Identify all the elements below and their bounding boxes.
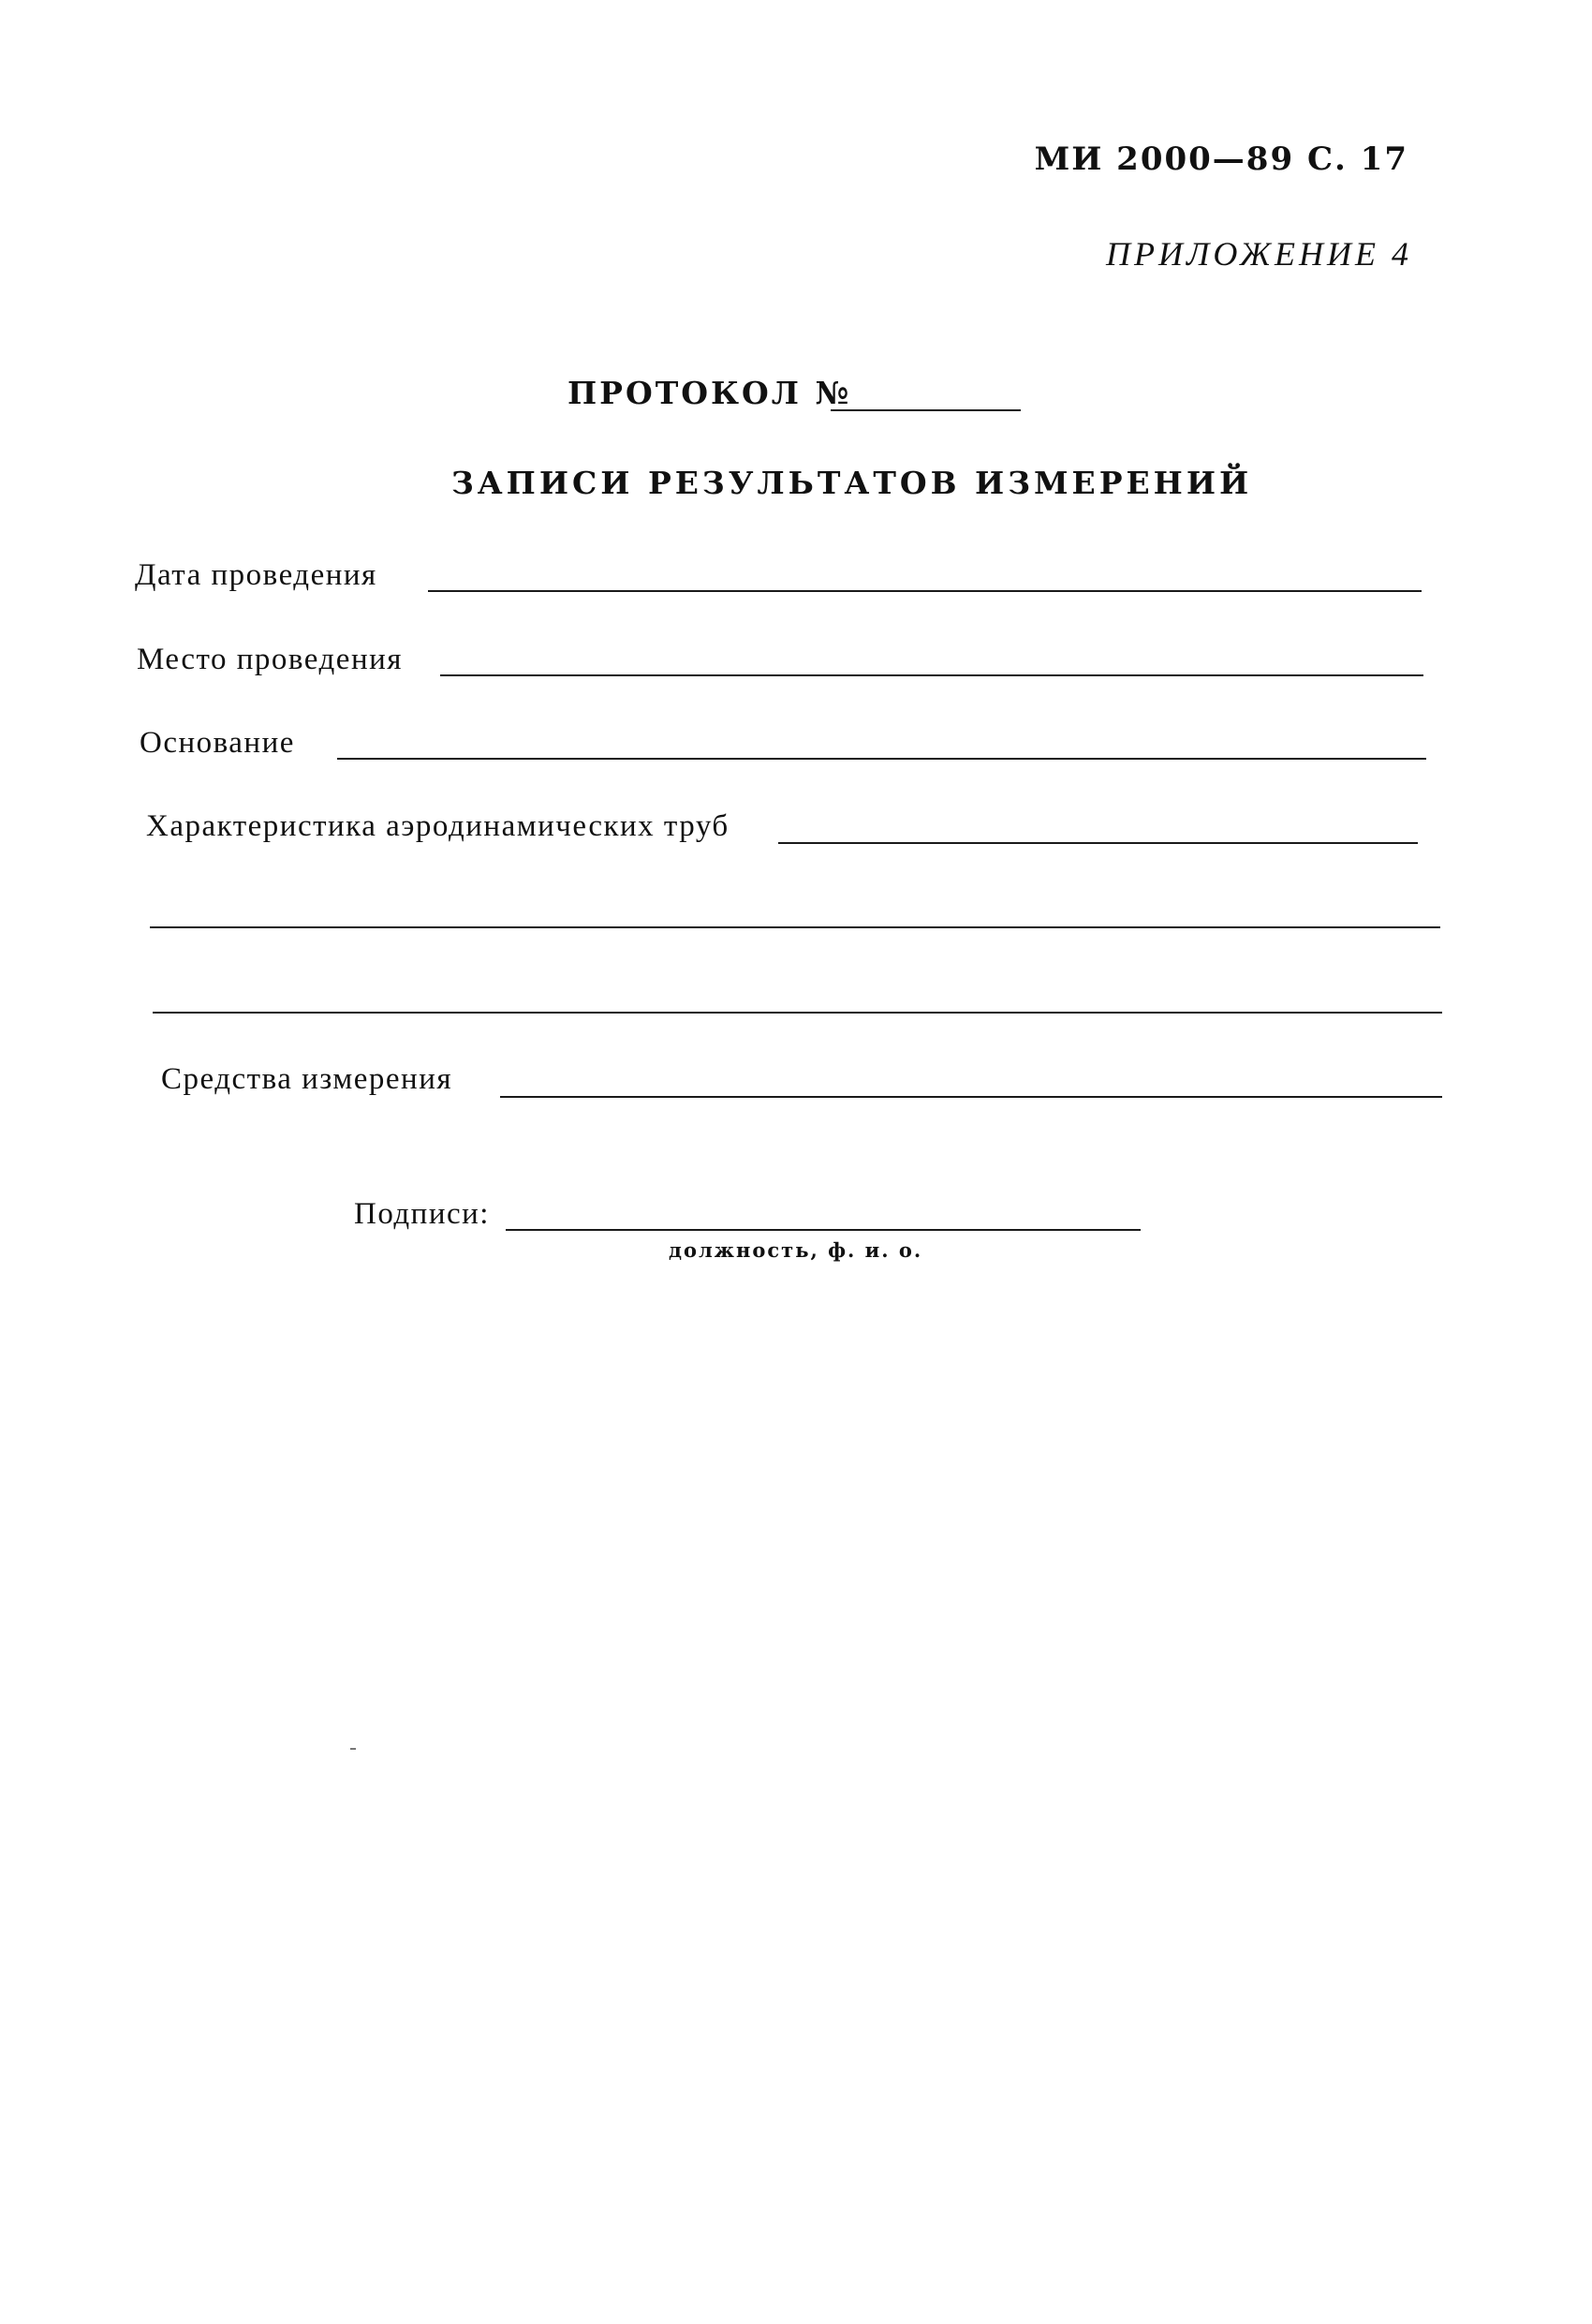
basis-line[interactable]: [337, 758, 1426, 760]
instruments-label: Средства измерения: [161, 1062, 453, 1096]
page-header: МИ 2000—89 С. 17: [1034, 141, 1408, 178]
place-line[interactable]: [440, 674, 1423, 676]
protocol-number-blank[interactable]: [831, 409, 1021, 411]
tunnels-line-3[interactable]: [153, 1012, 1442, 1014]
instruments-line[interactable]: [500, 1096, 1442, 1098]
protocol-subtitle: ЗАПИСИ РЕЗУЛЬТАТОВ ИЗМЕРЕНИЙ: [451, 465, 1253, 501]
tunnels-line-2[interactable]: [150, 926, 1440, 928]
scan-speck: [350, 1748, 356, 1750]
basis-label: Основание: [140, 726, 295, 760]
signature-caption: должность, ф. и. о.: [669, 1238, 923, 1262]
tunnels-line[interactable]: [778, 842, 1418, 844]
signature-line[interactable]: [506, 1229, 1141, 1231]
date-line[interactable]: [428, 590, 1422, 592]
signatures-label: Подписи:: [354, 1197, 490, 1231]
appendix-label: ПРИЛОЖЕНИЕ 4: [1106, 235, 1412, 273]
protocol-title: ПРОТОКОЛ №: [568, 375, 852, 411]
tunnels-label: Характеристика аэродинамических труб: [146, 809, 730, 843]
date-label: Дата проведения: [135, 558, 377, 592]
place-label: Место проведения: [137, 643, 403, 676]
